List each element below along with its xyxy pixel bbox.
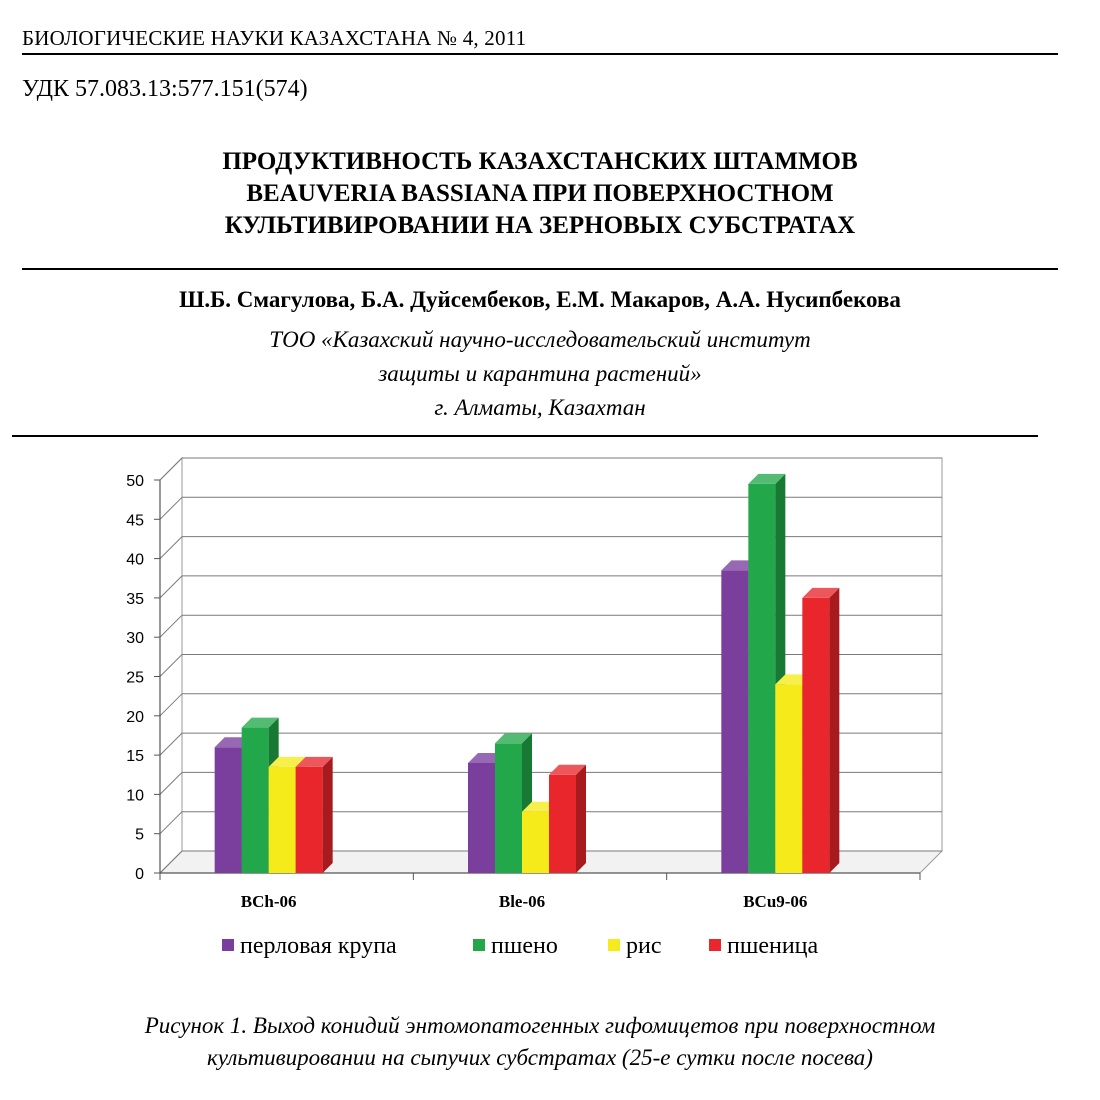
y-tick-label: 40 <box>126 551 144 569</box>
bar <box>522 812 549 873</box>
header-rule <box>22 53 1058 55</box>
bar <box>296 767 323 873</box>
legend-swatch <box>473 939 485 951</box>
authors: Ш.Б. Смагулова, Б.А. Дуйсембеков, Е.М. Макаров, А.А. Нусипбекова <box>179 287 901 312</box>
y-tick-label: 45 <box>126 512 144 530</box>
y-tick-label: 10 <box>126 787 144 805</box>
figure-caption <box>0 1010 1080 1074</box>
legend-label: пшено <box>491 933 558 959</box>
bar <box>495 743 522 873</box>
y-tick-label: 20 <box>126 708 144 726</box>
paper-title <box>0 146 1080 242</box>
bar <box>215 747 242 873</box>
bar <box>721 570 748 873</box>
y-tick-label: 50 <box>126 473 144 490</box>
bar <box>549 775 576 873</box>
category-label: BCu9-06 <box>743 892 808 911</box>
y-tick-label: 30 <box>126 630 144 648</box>
title-line: BEAUVERIA BASSIANA ПРИ ПОВЕРХНОСТНОМ <box>246 180 834 207</box>
category-label: Ble-06 <box>498 892 546 911</box>
legend-label: рис <box>626 933 662 959</box>
bar <box>269 767 296 873</box>
title-line: КУЛЬТИВИРОВАНИИ НА ЗЕРНОВЫХ СУБСТРАТАХ <box>224 212 856 239</box>
legend-label: пшеница <box>727 933 819 959</box>
legend-swatch <box>709 939 721 951</box>
bar <box>748 484 775 873</box>
y-tick-label: 25 <box>126 669 144 687</box>
bar-chart <box>0 440 1100 1000</box>
legend-swatch <box>222 939 234 951</box>
udk-code: УДК 57.083.13:577.151(574) <box>22 76 308 102</box>
caption-line: Рисунок 1. Выход конидий энтомопатогенных гифомицетов при поверхностном <box>144 1013 936 1038</box>
bar-side <box>323 757 333 873</box>
bar <box>775 684 802 873</box>
title-line: ПРОДУКТИВНОСТЬ КАЗАХСТАНСКИХ ШТАММОВ <box>222 148 858 175</box>
bar <box>242 728 269 873</box>
y-tick-label: 15 <box>126 748 144 766</box>
affiliation <box>0 323 1080 425</box>
y-tick-label: 5 <box>135 826 144 844</box>
bar-side <box>576 765 586 873</box>
title-rule <box>22 268 1058 270</box>
caption-line: культивировании на сыпучих субстратах (25-е сутки после посева) <box>207 1045 873 1070</box>
bar <box>468 763 495 873</box>
category-label: BCh-06 <box>240 892 297 911</box>
bar-side <box>829 588 839 873</box>
journal-header: БИОЛОГИЧЕСКИЕ НАУКИ КАЗАХСТАНА № 4, 2011 <box>22 26 527 50</box>
affiliation-line: ТОО «Казахский научно-исследовательский институт <box>269 327 811 352</box>
affiliation-line: защиты и карантина растений» <box>378 361 702 386</box>
affiliation-line: г. Алматы, Казахтан <box>434 395 646 420</box>
legend-swatch <box>608 939 620 951</box>
legend-label: перловая крупа <box>240 933 397 959</box>
bar <box>802 598 829 873</box>
y-tick-label: 0 <box>135 866 144 883</box>
affiliation-rule <box>12 435 1038 437</box>
y-tick-label: 35 <box>126 590 144 608</box>
